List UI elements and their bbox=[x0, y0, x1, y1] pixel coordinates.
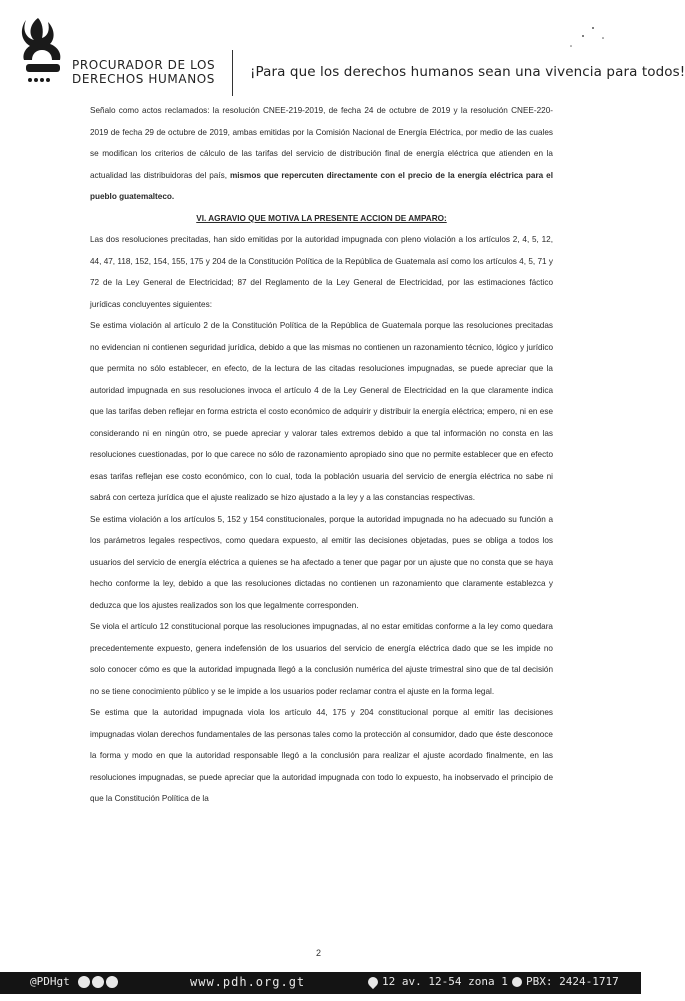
organization-name bbox=[72, 58, 215, 86]
footer-bar bbox=[0, 972, 641, 994]
org-line-2: DERECHOS HUMANOS bbox=[72, 72, 216, 86]
whatsapp-icon bbox=[512, 977, 522, 987]
paragraph-articles-44-175-204: Se estima que la autoridad impugnada viola los artículo 44, 175 y 204 constitucional porque al emitir las decisiones impugnadas violan derechos fundamentales de las personas tales como la protección al consumidor, dado que éste desconoce la forma y modo en que la autoridad responsable llegó a la conclusión para realizar el ajuste acordado finalmente, en las resoluciones impugnadas, se puede apreciar que la autoridad impugnada con todo lo expuesto, ha inobservado el principio de que la Constitución Política de la bbox=[90, 708, 553, 803]
paragraph-article-12: Se viola el artículo 12 constitucional porque las resoluciones impugnadas, al no estar emitidas conforme a la ley como quedara precedentemente expuesto, genera indefensión de los usuarios del servicio de energía eléctrica dado que se les impide no solo conocer cómo es que la autoridad impugnada llegó a la conclusión numérica del ajuste trimestral sino que de tal decisión no se tiene conocimiento público y se le impide a los usuarios poder reclamar contra el ajuste en la forma legal. bbox=[90, 622, 553, 696]
section-heading: VI. AGRAVIO QUE MOTIVA LA PRESENTE ACCION DE AMPARO: bbox=[196, 213, 447, 223]
paragraph-grievance: Las dos resoluciones precitadas, han sido emitidas por la autoridad impugnada con pleno violación a los artículos 2, 4, 5, 12, 44, 47, 118, 152, 154, 155, 175 y 204 de la Constitución Política de la República de Guatemala así como los artículos 4, 5, 71 y 72 de la Ley General de Electricidad; 87 del Reglamento de la Ley General de Electricidad, por las estimaciones fáctico jurídicas concluyentes siguientes: bbox=[90, 235, 553, 309]
paragraph-article-2: Se estima violación al artículo 2 de la Constitución Política de la República de Guatemala porque las resoluciones precitadas no evidencian ni contienen seguridad jurídica, debido a que las mismas no contienen un razonamiento técnico, lógico y jurídico que permita no sólo establecer, en efecto, de la lectura de las citadas resoluciones impugnadas, se puede apreciar que la autoridad impugnada en sus resoluciones invoca el artículo 4 de la Ley General de Electricidad en la que claramente indica que las tarifas deben reflejar en forma estricta el costo económico de adquirir y distribuir la energía eléctrica; empero, ni en ese considerando ni en ningún otro, se puede apreciar y valorar tales extremos debido a que tal información no consta en las resoluciones cuestionadas, por lo que carece no sólo de razonamiento apropiado sino que no permite establecer que en efecto esas tarifas reflejan ese costo económico, con lo cual, toda la población usuaria del servicio de energía eléctrica no sabe ni sabrá con certeza jurídica que el ajuste realizado se hizo ajustado a la ley y a las constancias respectivas. bbox=[90, 321, 553, 502]
social-handle: @PDHgt bbox=[30, 975, 70, 988]
footer-address: 12 av. 12-54 zona 1 bbox=[382, 975, 508, 988]
paragraph-acts-emphasis: mismos que repercuten directamente con el precio de la energía eléctrica para el pueblo guatemalteco. bbox=[90, 170, 553, 201]
org-line-1: PROCURADOR DE LOS bbox=[72, 58, 216, 72]
footer-phone: PBX: 2424-1717 bbox=[526, 975, 619, 988]
motto: ¡Para que los derechos humanos sean una vivencia para todos! bbox=[250, 64, 685, 80]
footer-address-wrap bbox=[368, 975, 508, 988]
footer-website: www.pdh.org.gt bbox=[190, 975, 306, 989]
youtube-icon bbox=[78, 976, 90, 988]
page-number: 2 bbox=[316, 948, 322, 958]
location-pin-icon bbox=[366, 975, 380, 989]
facebook-icon bbox=[106, 976, 118, 988]
letterhead bbox=[0, 0, 685, 100]
pdh-logo bbox=[12, 14, 72, 88]
footer-social bbox=[30, 975, 118, 988]
scan-specks bbox=[563, 22, 623, 52]
document-body bbox=[90, 100, 553, 810]
header-divider bbox=[232, 50, 233, 96]
footer-phone-wrap bbox=[510, 975, 619, 988]
paragraph-acts: Señalo como actos reclamados: la resolución CNEE-219-2019, de fecha 24 de octubre de 2019 y la resolución CNEE-220-2019 de fecha 29 de octubre de 2019, ambas emitidas por la Comisión Nacional de Energía Eléctrica, por medio de las cuales se modifican los criterios de cálculo de las tarifas del servicio de distribución final de energía eléctrica que atienden en la actualidad las distribuidoras del país, mismos que repercuten directamente con el precio de la energía eléctrica para el pueblo guatemalteco. bbox=[90, 106, 553, 201]
paragraph-articles-5-152-154: Se estima violación a los artículos 5, 152 y 154 constitucionales, porque la autoridad impugnada no ha adecuado su función a los parámetros legales respectivos, como quedara expuesto, al emitir las decisiones objetadas, pues se obliga a todos los usuarios del servicio de energía eléctrica a quienes se ha afectado a tener que pagar por un ajuste que no consta que se haya hecho conforme la ley, debido a que las resoluciones dictadas no contienen un razonamiento que claramente establezca y deduzca que los ajustes realizados son los que legalmente corresponden. bbox=[90, 514, 553, 610]
twitter-icon bbox=[92, 976, 104, 988]
